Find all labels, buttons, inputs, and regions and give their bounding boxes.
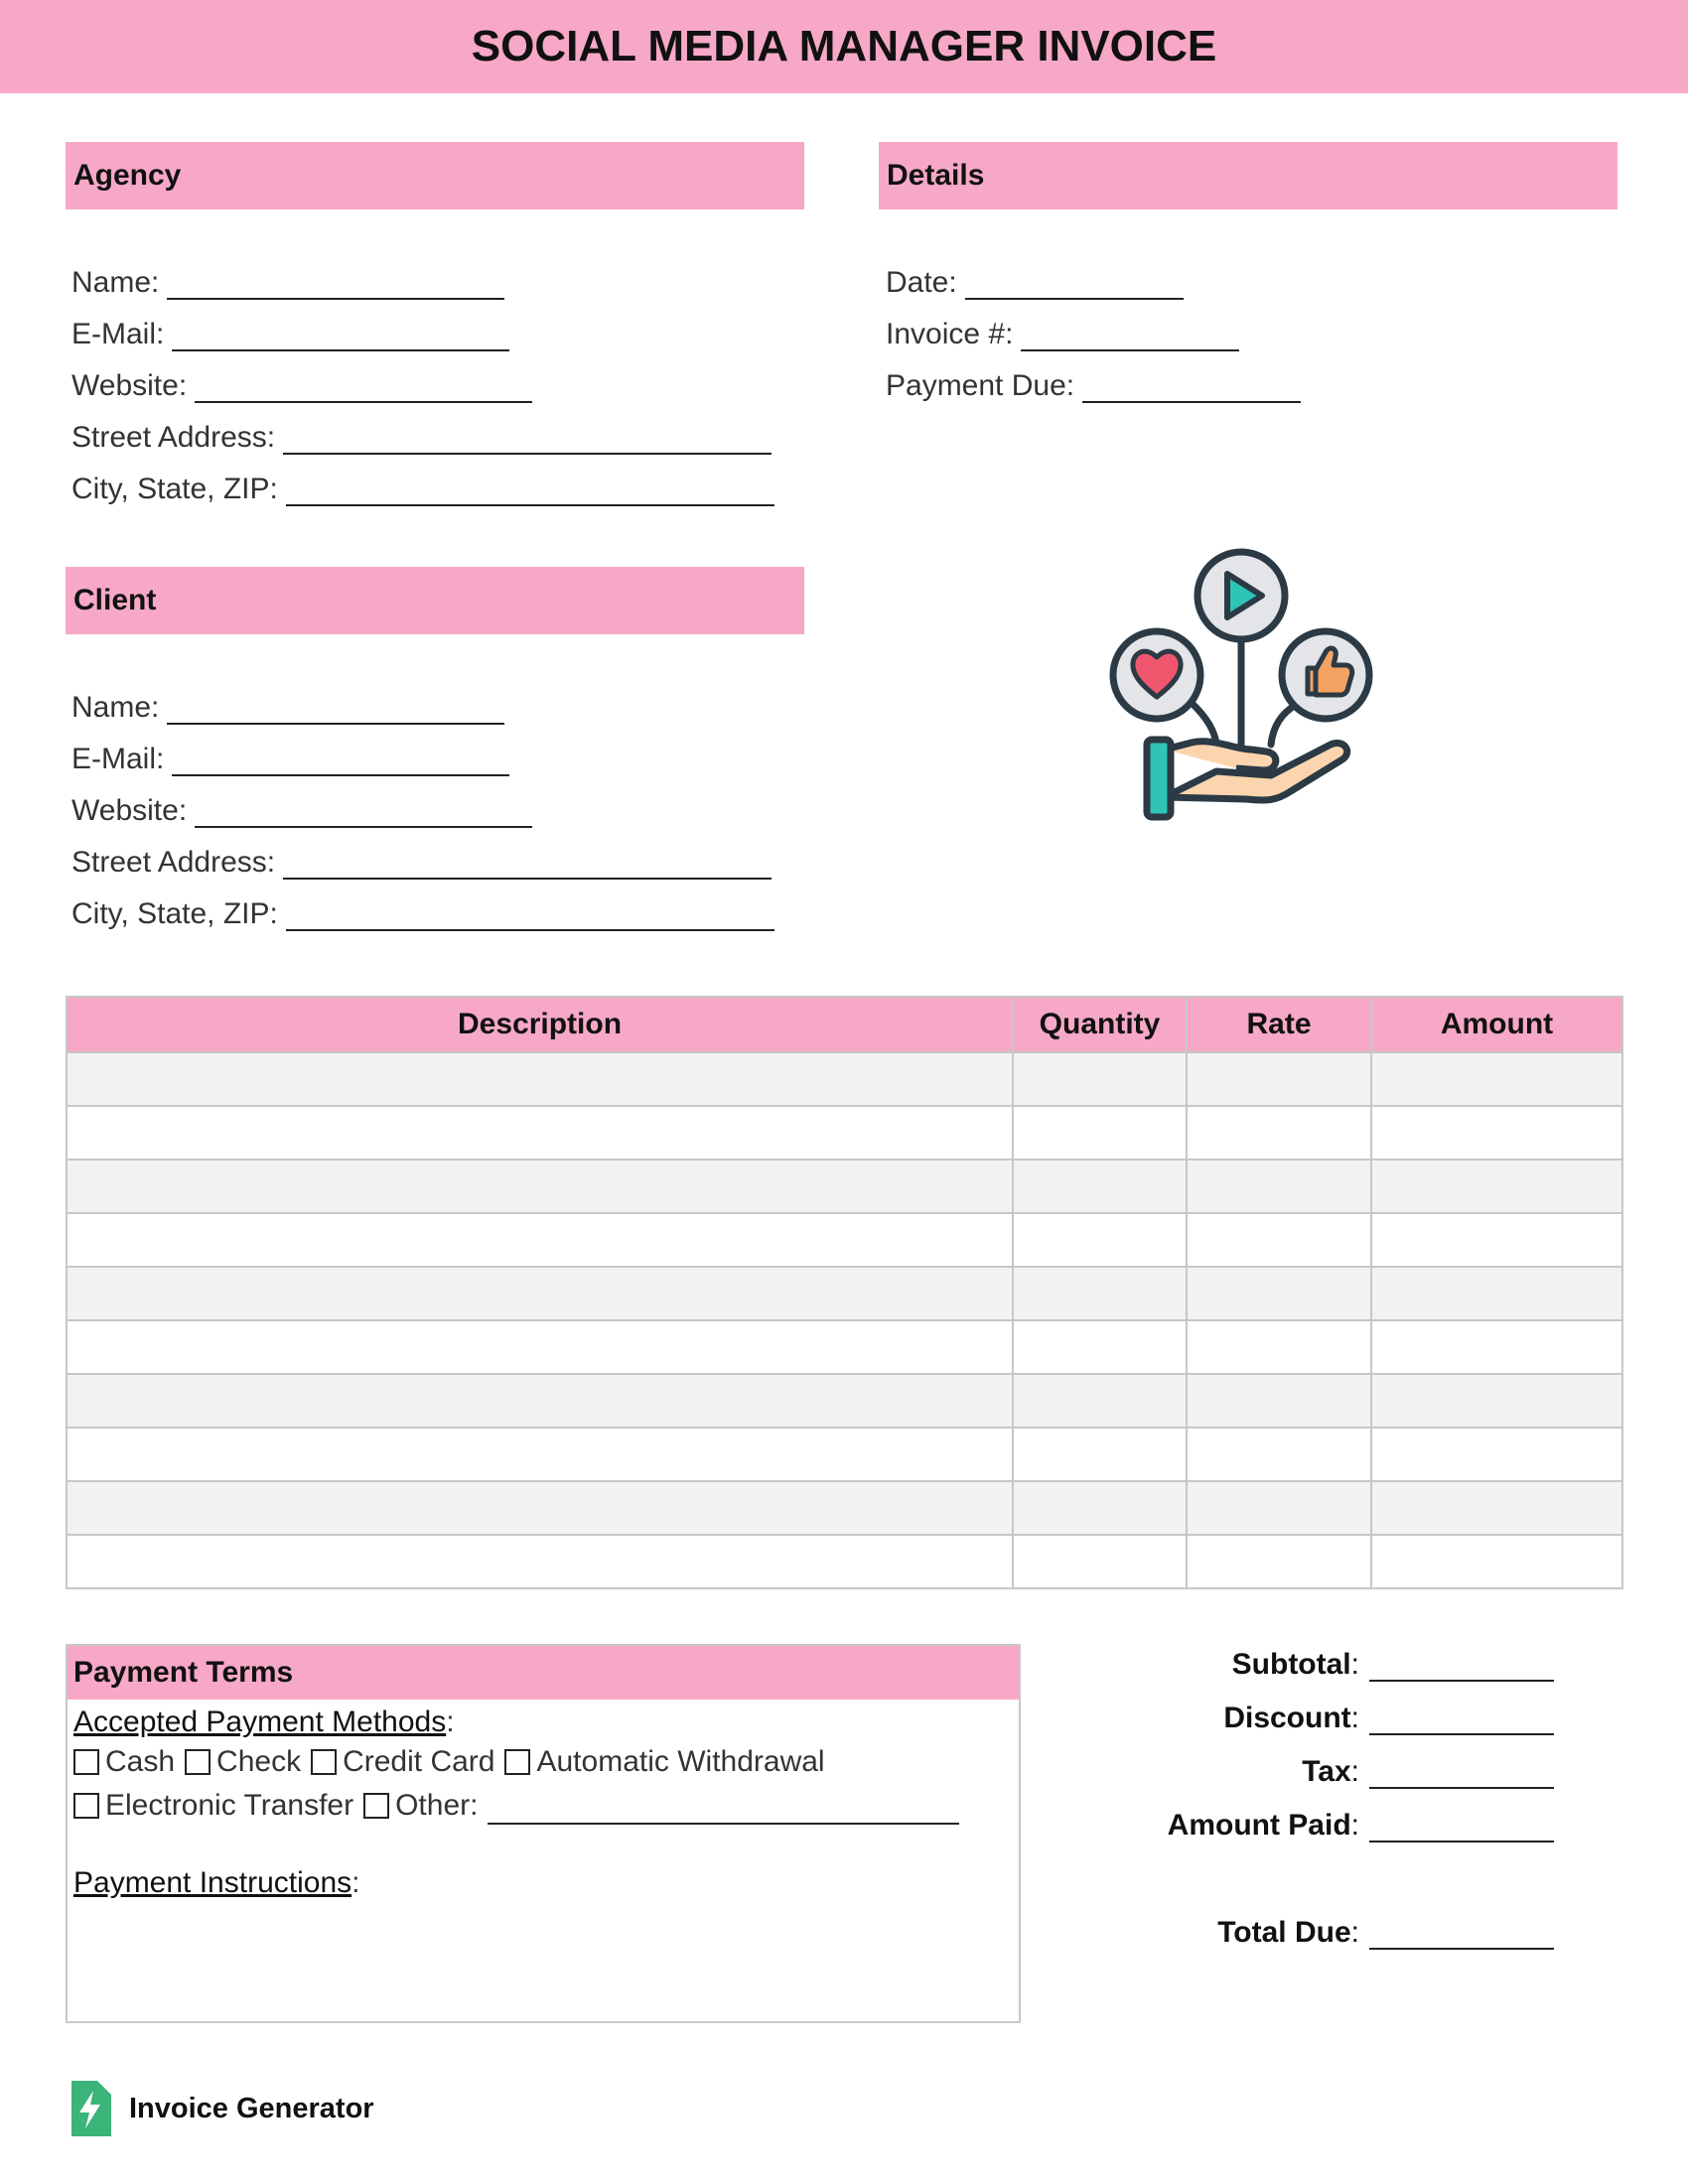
method-check[interactable] bbox=[185, 1745, 301, 1779]
column-header-rate: Rate bbox=[1187, 997, 1371, 1052]
other-method-blank[interactable] bbox=[488, 1793, 959, 1825]
agency-city-label: City, State, ZIP: bbox=[71, 473, 278, 505]
quantity-cell[interactable] bbox=[1013, 1374, 1187, 1428]
agency-name-field[interactable] bbox=[71, 266, 504, 300]
colon: : bbox=[1350, 1809, 1359, 1842]
checkbox-icon[interactable] bbox=[73, 1749, 99, 1775]
details-payment-due-label: Payment Due: bbox=[886, 369, 1075, 402]
description-cell[interactable] bbox=[67, 1052, 1013, 1106]
client-street-label: Street Address: bbox=[71, 846, 276, 879]
subtotal-field[interactable] bbox=[1232, 1648, 1554, 1682]
table-row bbox=[67, 1267, 1622, 1320]
amount-paid-label: Amount Paid bbox=[1167, 1809, 1351, 1842]
checkbox-icon[interactable] bbox=[185, 1749, 211, 1775]
quantity-cell[interactable] bbox=[1013, 1481, 1187, 1535]
lightning-bolt-icon bbox=[68, 2081, 111, 2136]
client-email-field[interactable] bbox=[71, 743, 509, 776]
rate-cell[interactable] bbox=[1187, 1213, 1371, 1267]
details-heading-text: Details bbox=[887, 159, 985, 192]
agency-heading bbox=[66, 142, 804, 209]
amount-cell[interactable] bbox=[1371, 1481, 1622, 1535]
method-other-label: Other: bbox=[395, 1789, 479, 1822]
discount-label: Discount bbox=[1223, 1702, 1351, 1734]
agency-heading-text: Agency bbox=[73, 159, 182, 192]
table-row bbox=[67, 1535, 1622, 1588]
client-heading bbox=[66, 567, 804, 634]
quantity-cell[interactable] bbox=[1013, 1052, 1187, 1106]
method-credit-card[interactable] bbox=[311, 1745, 494, 1779]
rate-cell[interactable] bbox=[1187, 1267, 1371, 1320]
checkbox-icon[interactable] bbox=[504, 1749, 530, 1775]
agency-city-field[interactable] bbox=[71, 473, 774, 506]
quantity-cell[interactable] bbox=[1013, 1428, 1187, 1481]
client-website-label: Website: bbox=[71, 794, 188, 827]
rate-cell[interactable] bbox=[1187, 1052, 1371, 1106]
method-cash-label: Cash bbox=[105, 1745, 176, 1778]
amount-cell[interactable] bbox=[1371, 1320, 1622, 1374]
table-row bbox=[67, 1428, 1622, 1481]
method-automatic-withdrawal-label: Automatic Withdrawal bbox=[536, 1745, 825, 1778]
description-cell[interactable] bbox=[67, 1481, 1013, 1535]
method-other[interactable] bbox=[363, 1789, 478, 1823]
method-credit-card-label: Credit Card bbox=[343, 1745, 495, 1778]
client-email-label: E-Mail: bbox=[71, 743, 165, 775]
table-row bbox=[67, 1374, 1622, 1428]
quantity-cell[interactable] bbox=[1013, 1160, 1187, 1213]
amount-cell[interactable] bbox=[1371, 1267, 1622, 1320]
amount-paid-field[interactable] bbox=[1168, 1809, 1554, 1843]
accepted-methods-label: Accepted Payment Methods bbox=[73, 1706, 447, 1738]
details-payment-due-field[interactable] bbox=[886, 369, 1301, 403]
agency-street-field[interactable] bbox=[71, 421, 772, 455]
quantity-cell[interactable] bbox=[1013, 1106, 1187, 1160]
amount-cell[interactable] bbox=[1371, 1535, 1622, 1588]
column-header-amount: Amount bbox=[1371, 997, 1622, 1052]
details-invoice-number-field[interactable] bbox=[886, 318, 1239, 351]
agency-email-label: E-Mail: bbox=[71, 318, 165, 350]
rate-cell[interactable] bbox=[1187, 1160, 1371, 1213]
line-items-table bbox=[66, 996, 1623, 1589]
cuff-icon bbox=[1147, 740, 1171, 817]
description-cell[interactable] bbox=[67, 1320, 1013, 1374]
checkbox-icon[interactable] bbox=[311, 1749, 337, 1775]
client-website-field[interactable] bbox=[71, 794, 532, 828]
details-invoice-number-label: Invoice #: bbox=[886, 318, 1014, 350]
client-name-label: Name: bbox=[71, 691, 160, 724]
method-check-label: Check bbox=[216, 1745, 302, 1778]
table-row bbox=[67, 1052, 1622, 1106]
colon: : bbox=[1350, 1702, 1359, 1734]
accepted-methods-line bbox=[73, 1706, 455, 1739]
agency-name-label: Name: bbox=[71, 266, 160, 299]
discount-field[interactable] bbox=[1223, 1702, 1554, 1735]
total-due-label: Total Due bbox=[1217, 1916, 1351, 1949]
amount-cell[interactable] bbox=[1371, 1052, 1622, 1106]
payment-instructions-label: Payment Instructions bbox=[73, 1866, 352, 1899]
rate-cell[interactable] bbox=[1187, 1320, 1371, 1374]
table-row bbox=[67, 1106, 1622, 1160]
table-header-row bbox=[67, 997, 1622, 1052]
details-date-label: Date: bbox=[886, 266, 957, 299]
description-cell[interactable] bbox=[67, 1213, 1013, 1267]
quantity-cell[interactable] bbox=[1013, 1320, 1187, 1374]
quantity-cell[interactable] bbox=[1013, 1535, 1187, 1588]
description-cell[interactable] bbox=[67, 1106, 1013, 1160]
methods-row-1 bbox=[73, 1745, 835, 1779]
invoice-title: SOCIAL MEDIA MANAGER INVOICE bbox=[0, 0, 1688, 93]
agency-street-label: Street Address: bbox=[71, 421, 276, 454]
method-electronic-transfer-label: Electronic Transfer bbox=[105, 1789, 354, 1822]
table-row bbox=[67, 1481, 1622, 1535]
colon: : bbox=[1350, 1916, 1359, 1949]
table-row bbox=[67, 1160, 1622, 1213]
rate-cell[interactable] bbox=[1187, 1106, 1371, 1160]
rate-cell[interactable] bbox=[1187, 1428, 1371, 1481]
colon: : bbox=[1350, 1755, 1359, 1788]
description-cell[interactable] bbox=[67, 1267, 1013, 1320]
description-cell[interactable] bbox=[67, 1374, 1013, 1428]
footer-brand[interactable] bbox=[68, 2081, 374, 2136]
details-date-field[interactable] bbox=[886, 266, 1184, 300]
client-name-field[interactable] bbox=[71, 691, 504, 725]
tax-field[interactable] bbox=[1302, 1755, 1554, 1789]
methods-row-2 bbox=[73, 1787, 959, 1825]
checkbox-icon[interactable] bbox=[73, 1793, 99, 1819]
total-due-field[interactable] bbox=[1217, 1916, 1554, 1950]
client-city-label: City, State, ZIP: bbox=[71, 897, 278, 930]
column-header-description: Description bbox=[67, 997, 1013, 1052]
amount-cell[interactable] bbox=[1371, 1106, 1622, 1160]
description-cell[interactable] bbox=[67, 1535, 1013, 1588]
agency-website-label: Website: bbox=[71, 369, 188, 402]
method-electronic-transfer[interactable] bbox=[73, 1789, 353, 1823]
colon: : bbox=[446, 1706, 455, 1738]
details-heading bbox=[879, 142, 1618, 209]
brand-name: Invoice Generator bbox=[129, 2092, 374, 2124]
colon: : bbox=[352, 1866, 360, 1899]
rate-cell[interactable] bbox=[1187, 1374, 1371, 1428]
table-row bbox=[67, 1213, 1622, 1267]
payment-terms-heading: Payment Terms bbox=[68, 1646, 1019, 1700]
tax-label: Tax bbox=[1302, 1755, 1351, 1788]
agency-website-field[interactable] bbox=[71, 369, 532, 403]
method-cash[interactable] bbox=[73, 1745, 175, 1779]
method-automatic-withdrawal[interactable] bbox=[504, 1745, 824, 1779]
agency-email-field[interactable] bbox=[71, 318, 509, 351]
subtotal-label: Subtotal bbox=[1231, 1648, 1351, 1681]
client-street-field[interactable] bbox=[71, 846, 772, 880]
column-header-quantity: Quantity bbox=[1013, 997, 1187, 1052]
client-city-field[interactable] bbox=[71, 897, 774, 931]
amount-cell[interactable] bbox=[1371, 1374, 1622, 1428]
quantity-cell[interactable] bbox=[1013, 1267, 1187, 1320]
amount-cell[interactable] bbox=[1371, 1160, 1622, 1213]
hand-icon bbox=[1165, 742, 1347, 800]
description-cell[interactable] bbox=[67, 1428, 1013, 1481]
rate-cell[interactable] bbox=[1187, 1481, 1371, 1535]
amount-cell[interactable] bbox=[1371, 1428, 1622, 1481]
payment-instructions-line bbox=[73, 1866, 359, 1900]
client-heading-text: Client bbox=[73, 584, 157, 616]
table-row bbox=[67, 1320, 1622, 1374]
quantity-cell[interactable] bbox=[1013, 1213, 1187, 1267]
checkbox-icon[interactable] bbox=[363, 1793, 389, 1819]
description-cell[interactable] bbox=[67, 1160, 1013, 1213]
amount-cell[interactable] bbox=[1371, 1213, 1622, 1267]
payment-terms-box bbox=[66, 1644, 1021, 2023]
rate-cell[interactable] bbox=[1187, 1535, 1371, 1588]
social-media-hand-icon bbox=[1097, 541, 1395, 839]
colon: : bbox=[1350, 1648, 1359, 1681]
